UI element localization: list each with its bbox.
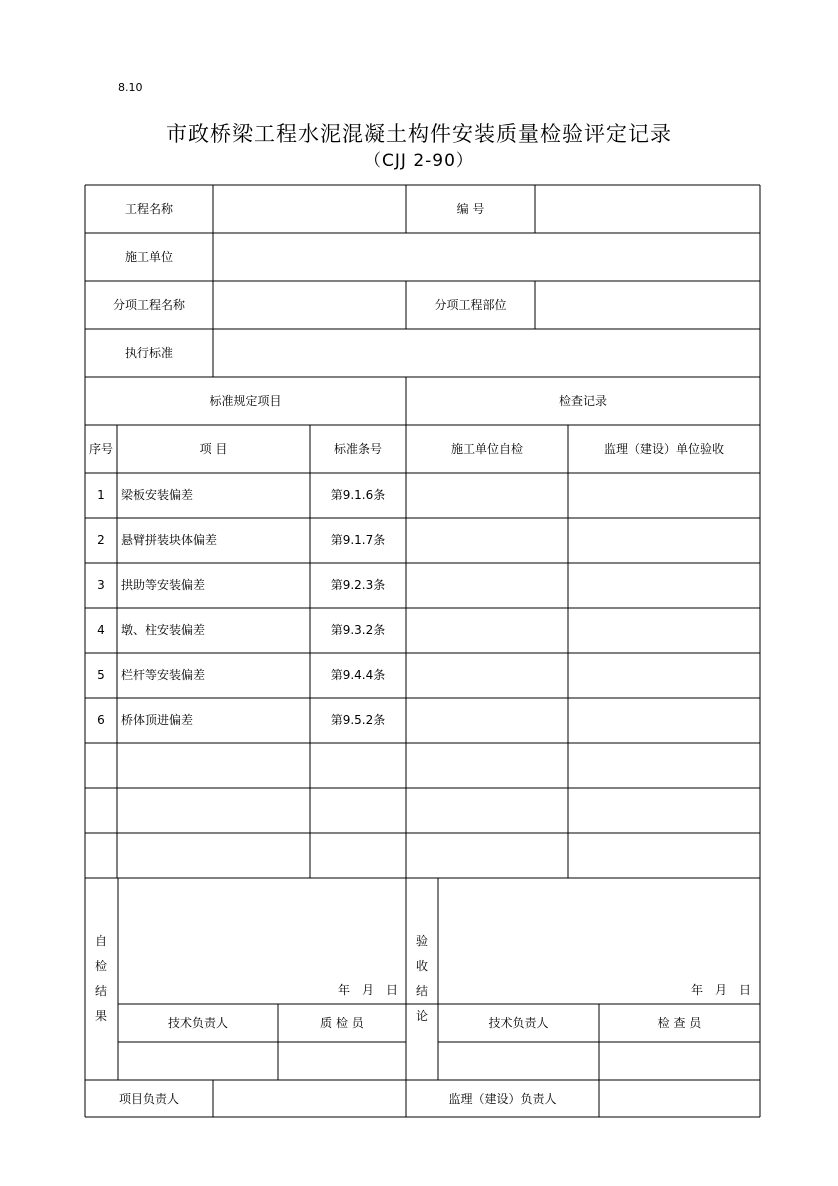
self-check-result-label: 自 检 结 果 (94, 934, 107, 1023)
self-check-result-field[interactable] (122, 882, 402, 972)
row-1-item: 梁板安装偏差 (121, 488, 194, 502)
standard-field[interactable] (213, 337, 760, 369)
acceptance-conclusion-field[interactable] (442, 882, 756, 972)
row-5-clause: 第9.4.4条 (330, 668, 386, 682)
document-subtitle: （CJJ 2-90） (364, 151, 474, 171)
acceptance-tech-lead-signature[interactable] (440, 1045, 597, 1077)
inspection-record-header: 检查记录 (558, 394, 607, 408)
col-acceptance-header: 监理（建设）单位验收 (603, 442, 724, 456)
row-3-item: 拱助等安装偏差 (121, 578, 206, 592)
col-self-check-header: 施工单位自检 (450, 442, 523, 456)
row-4-item: 墩、柱安装偏差 (121, 623, 206, 637)
project-lead-signature[interactable] (215, 1083, 404, 1115)
col-clause-header: 标准条号 (333, 442, 382, 456)
row-5-item: 栏杆等安装偏差 (121, 668, 206, 682)
row-1-seq: 1 (97, 488, 105, 502)
number-field[interactable] (535, 193, 760, 225)
self-tech-lead-label: 技术负责人 (167, 1016, 228, 1030)
row-2-item: 悬臂拼装块体偏差 (121, 533, 218, 547)
checker-label: 检 查 员 (657, 1016, 702, 1030)
row-2-seq: 2 (97, 533, 105, 547)
row-5-seq: 5 (97, 668, 105, 682)
number-label: 编 号 (456, 202, 485, 216)
quality-inspector-signature[interactable] (280, 1045, 404, 1077)
standard-items-header: 标准规定项目 (209, 394, 282, 408)
row-3-seq: 3 (97, 578, 105, 592)
project-name-field[interactable] (213, 193, 406, 225)
construction-unit-label: 施工单位 (124, 250, 173, 264)
sub-project-name-field[interactable] (213, 289, 406, 321)
sub-project-part-field[interactable] (535, 289, 760, 321)
quality-inspector-label: 质 检 员 (320, 1016, 364, 1030)
row-6-seq: 6 (97, 713, 105, 727)
sub-project-part-label: 分项工程部位 (434, 298, 507, 312)
construction-unit-field[interactable] (213, 241, 760, 273)
row-2-clause: 第9.1.7条 (330, 533, 386, 547)
project-name-label: 工程名称 (124, 202, 173, 216)
row-1-clause: 第9.1.6条 (330, 488, 386, 502)
self-check-date: 年 月 日 (338, 983, 399, 997)
row-3-clause: 第9.2.3条 (330, 578, 386, 592)
project-lead-label: 项目负责人 (118, 1092, 179, 1106)
document-title: 市政桥梁工程水泥混凝土构件安装质量检验评定记录 (166, 122, 672, 146)
standard-label: 执行标准 (124, 346, 173, 360)
sub-project-name-label: 分项工程名称 (112, 298, 185, 312)
row-4-clause: 第9.3.2条 (330, 623, 386, 637)
acceptance-tech-lead-label: 技术负责人 (488, 1016, 549, 1030)
col-item-header: 项 目 (199, 442, 228, 456)
document-code: 8.10 (118, 81, 143, 94)
acceptance-conclusion-label: 验 收 结 论 (415, 934, 428, 1023)
row-6-clause: 第9.5.2条 (330, 713, 386, 727)
supervisor-lead-label: 监理（建设）负责人 (448, 1092, 557, 1106)
row-4-seq: 4 (97, 623, 105, 637)
checker-signature[interactable] (601, 1045, 758, 1077)
supervisor-lead-signature[interactable] (601, 1083, 758, 1115)
acceptance-date: 年 月 日 (691, 983, 752, 997)
row-6-item: 桥体顶进偏差 (121, 713, 194, 727)
self-tech-lead-signature[interactable] (120, 1045, 275, 1077)
col-seq-header: 序号 (88, 442, 113, 456)
